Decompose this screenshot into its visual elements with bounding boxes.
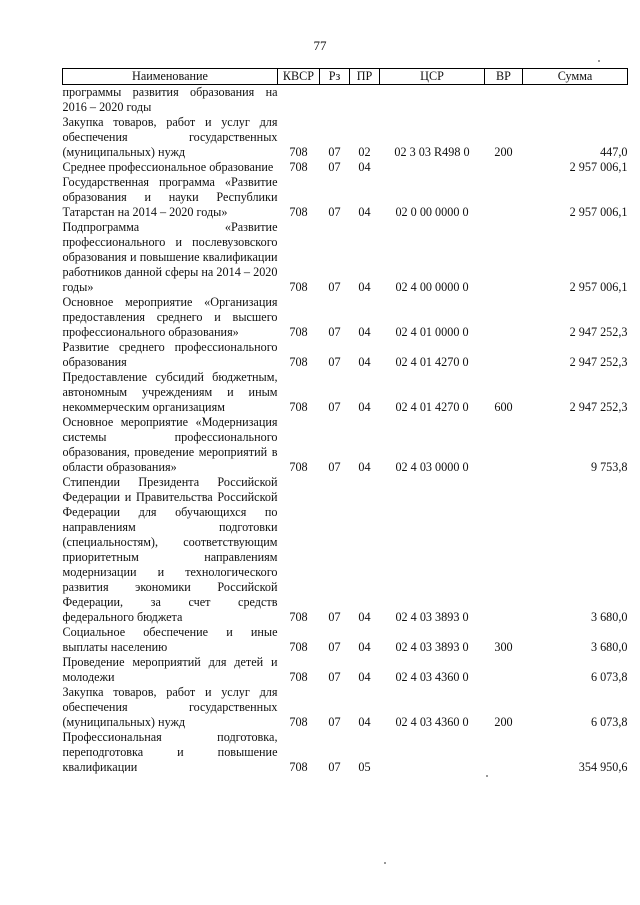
cell-name: Профессиональная подготовка, переподготовка и повышение квалификации <box>62 730 278 774</box>
cell-pr: 04 <box>358 610 371 624</box>
cell-name: Предоставление субсидий бюджетным, автономным учреждениям и иным некоммерческим организациям <box>62 370 278 414</box>
cell-vr: 300 <box>494 640 513 654</box>
cell-csr: 02 4 03 3893 0 <box>395 640 469 654</box>
table-row <box>63 415 628 475</box>
cell-pr: 04 <box>358 205 371 219</box>
table-row <box>63 340 628 370</box>
header-csr: ЦСР <box>380 69 485 85</box>
cell-sum: 3 680,0 <box>590 640 628 654</box>
scan-speck <box>486 775 488 777</box>
cell-csr: 02 4 03 4360 0 <box>395 670 469 684</box>
cell-vr <box>485 415 523 475</box>
cell-csr <box>380 160 485 175</box>
cell-sum: 2 957 006,1 <box>569 205 628 219</box>
table-row <box>63 475 628 625</box>
cell-sum: 2 957 006,1 <box>569 160 628 174</box>
table-header-row <box>63 69 628 85</box>
cell-kvsr: 708 <box>289 715 308 729</box>
cell-csr: 02 4 01 4270 0 <box>395 355 469 369</box>
header-kvsr: КВСР <box>278 69 320 85</box>
cell-vr <box>485 175 523 220</box>
cell-rz: 07 <box>328 400 341 414</box>
cell-rz: 07 <box>328 355 341 369</box>
table-row <box>63 115 628 160</box>
cell-pr: 04 <box>358 355 371 369</box>
cell-rz: 07 <box>328 325 341 339</box>
cell-rz <box>320 85 350 116</box>
cell-name: программы развития образования на 2016 – 2020 годы <box>62 85 278 114</box>
cell-vr <box>485 730 523 775</box>
header-pr: ПР <box>350 69 380 85</box>
cell-pr: 04 <box>358 460 371 474</box>
cell-pr: 04 <box>358 280 371 294</box>
cell-name: Подпрограмма «Развитие профессионального и послевузовского образования и повышение квалификации работников данной сферы на 2014 – 2020 годы» <box>62 220 278 294</box>
cell-csr <box>380 730 485 775</box>
cell-pr: 05 <box>358 760 371 774</box>
cell-kvsr: 708 <box>289 160 308 174</box>
cell-sum: 9 753,8 <box>590 460 628 474</box>
cell-kvsr: 708 <box>289 610 308 624</box>
cell-vr: 200 <box>494 715 513 729</box>
cell-pr: 04 <box>358 160 371 174</box>
cell-rz: 07 <box>328 760 341 774</box>
cell-csr: 02 0 00 0000 0 <box>395 205 469 219</box>
cell-pr: 02 <box>358 145 371 159</box>
cell-vr <box>485 295 523 340</box>
cell-pr: 04 <box>358 640 371 654</box>
table-row <box>63 655 628 685</box>
cell-pr: 04 <box>358 400 371 414</box>
header-vr: ВР <box>485 69 523 85</box>
cell-sum: 3 680,0 <box>590 610 628 624</box>
cell-csr: 02 4 03 4360 0 <box>395 715 469 729</box>
cell-kvsr: 708 <box>289 460 308 474</box>
header-name: Наименование <box>63 69 278 85</box>
cell-name: Социальное обеспечение и иные выплаты населению <box>62 625 278 654</box>
cell-pr: 04 <box>358 670 371 684</box>
cell-sum: 6 073,8 <box>590 715 628 729</box>
cell-name: Стипендии Президента Российской Федерации и Правительства Российской Федерации для обучающихся по направлениям подготовки (специальностям), соответствующим приоритетным направлениям модернизации и технологического развития экономики Российской Федерации, за счет средств федерального бюджета <box>62 475 278 624</box>
table-row <box>63 685 628 730</box>
cell-kvsr: 708 <box>289 760 308 774</box>
table-body <box>63 85 628 776</box>
cell-csr: 02 4 03 3893 0 <box>395 610 469 624</box>
cell-name: Закупка товаров, работ и услуг для обеспечения государственных (муниципальных) нужд <box>62 115 278 159</box>
cell-sum: 2 947 252,3 <box>569 355 628 369</box>
header-sum: Сумма <box>523 69 628 85</box>
cell-sum: 6 073,8 <box>590 670 628 684</box>
cell-kvsr: 708 <box>289 205 308 219</box>
cell-vr <box>485 160 523 175</box>
cell-sum: 354 950,6 <box>578 760 628 774</box>
cell-kvsr: 708 <box>289 640 308 654</box>
page-number: 77 <box>313 38 327 53</box>
cell-vr <box>485 85 523 116</box>
cell-name: Проведение мероприятий для детей и молодежи <box>62 655 278 684</box>
cell-vr: 200 <box>494 145 513 159</box>
cell-name: Развитие среднего профессионального образования <box>62 340 278 369</box>
cell-csr: 02 3 03 R498 0 <box>394 145 470 159</box>
cell-kvsr: 708 <box>289 325 308 339</box>
cell-vr <box>485 475 523 625</box>
cell-csr: 02 4 00 0000 0 <box>395 280 469 294</box>
header-rz: Рз <box>320 69 350 85</box>
cell-vr: 600 <box>494 400 513 414</box>
table-row <box>63 175 628 220</box>
cell-rz: 07 <box>328 670 341 684</box>
cell-pr <box>350 85 380 116</box>
cell-kvsr <box>278 85 320 116</box>
cell-rz: 07 <box>328 640 341 654</box>
cell-kvsr: 708 <box>289 280 308 294</box>
cell-rz: 07 <box>328 610 341 624</box>
cell-csr: 02 4 03 0000 0 <box>395 460 469 474</box>
cell-name: Государственная программа «Развитие образования и науки Республики Татарстан на 2014 – 2020 годы» <box>62 175 278 219</box>
cell-sum: 2 947 252,3 <box>569 400 628 414</box>
cell-kvsr: 708 <box>289 400 308 414</box>
cell-rz: 07 <box>328 160 341 174</box>
table-row <box>63 370 628 415</box>
scan-speck <box>598 60 600 62</box>
cell-name: Основное мероприятие «Организация предоставления среднего и высшего профессионального образования» <box>62 295 278 339</box>
table-row <box>63 625 628 655</box>
table-row <box>63 220 628 295</box>
cell-vr <box>485 655 523 685</box>
cell-csr: 02 4 01 0000 0 <box>395 325 469 339</box>
cell-sum: 2 947 252,3 <box>569 325 628 339</box>
cell-vr <box>485 220 523 295</box>
table-row <box>63 730 628 775</box>
cell-rz: 07 <box>328 460 341 474</box>
cell-name: Основное мероприятие «Модернизация системы профессионального образования, проведение мероприятий в области образования» <box>62 415 278 474</box>
cell-pr: 04 <box>358 325 371 339</box>
cell-name: Среднее профессиональное образование <box>62 160 274 174</box>
cell-rz: 07 <box>328 280 341 294</box>
cell-kvsr: 708 <box>289 670 308 684</box>
cell-rz: 07 <box>328 715 341 729</box>
table-row <box>63 85 628 116</box>
cell-rz: 07 <box>328 145 341 159</box>
cell-name: Закупка товаров, работ и услуг для обеспечения государственных (муниципальных) нужд <box>62 685 278 729</box>
scan-speck <box>384 862 386 864</box>
cell-kvsr: 708 <box>289 145 308 159</box>
budget-table <box>62 68 628 775</box>
table-row <box>63 295 628 340</box>
cell-csr <box>380 85 485 116</box>
cell-csr: 02 4 01 4270 0 <box>395 400 469 414</box>
cell-sum: 447,0 <box>600 145 628 159</box>
cell-kvsr: 708 <box>289 355 308 369</box>
cell-sum <box>523 85 628 116</box>
cell-vr <box>485 340 523 370</box>
table-row <box>63 160 628 175</box>
cell-pr: 04 <box>358 715 371 729</box>
cell-rz: 07 <box>328 205 341 219</box>
cell-sum: 2 957 006,1 <box>569 280 628 294</box>
